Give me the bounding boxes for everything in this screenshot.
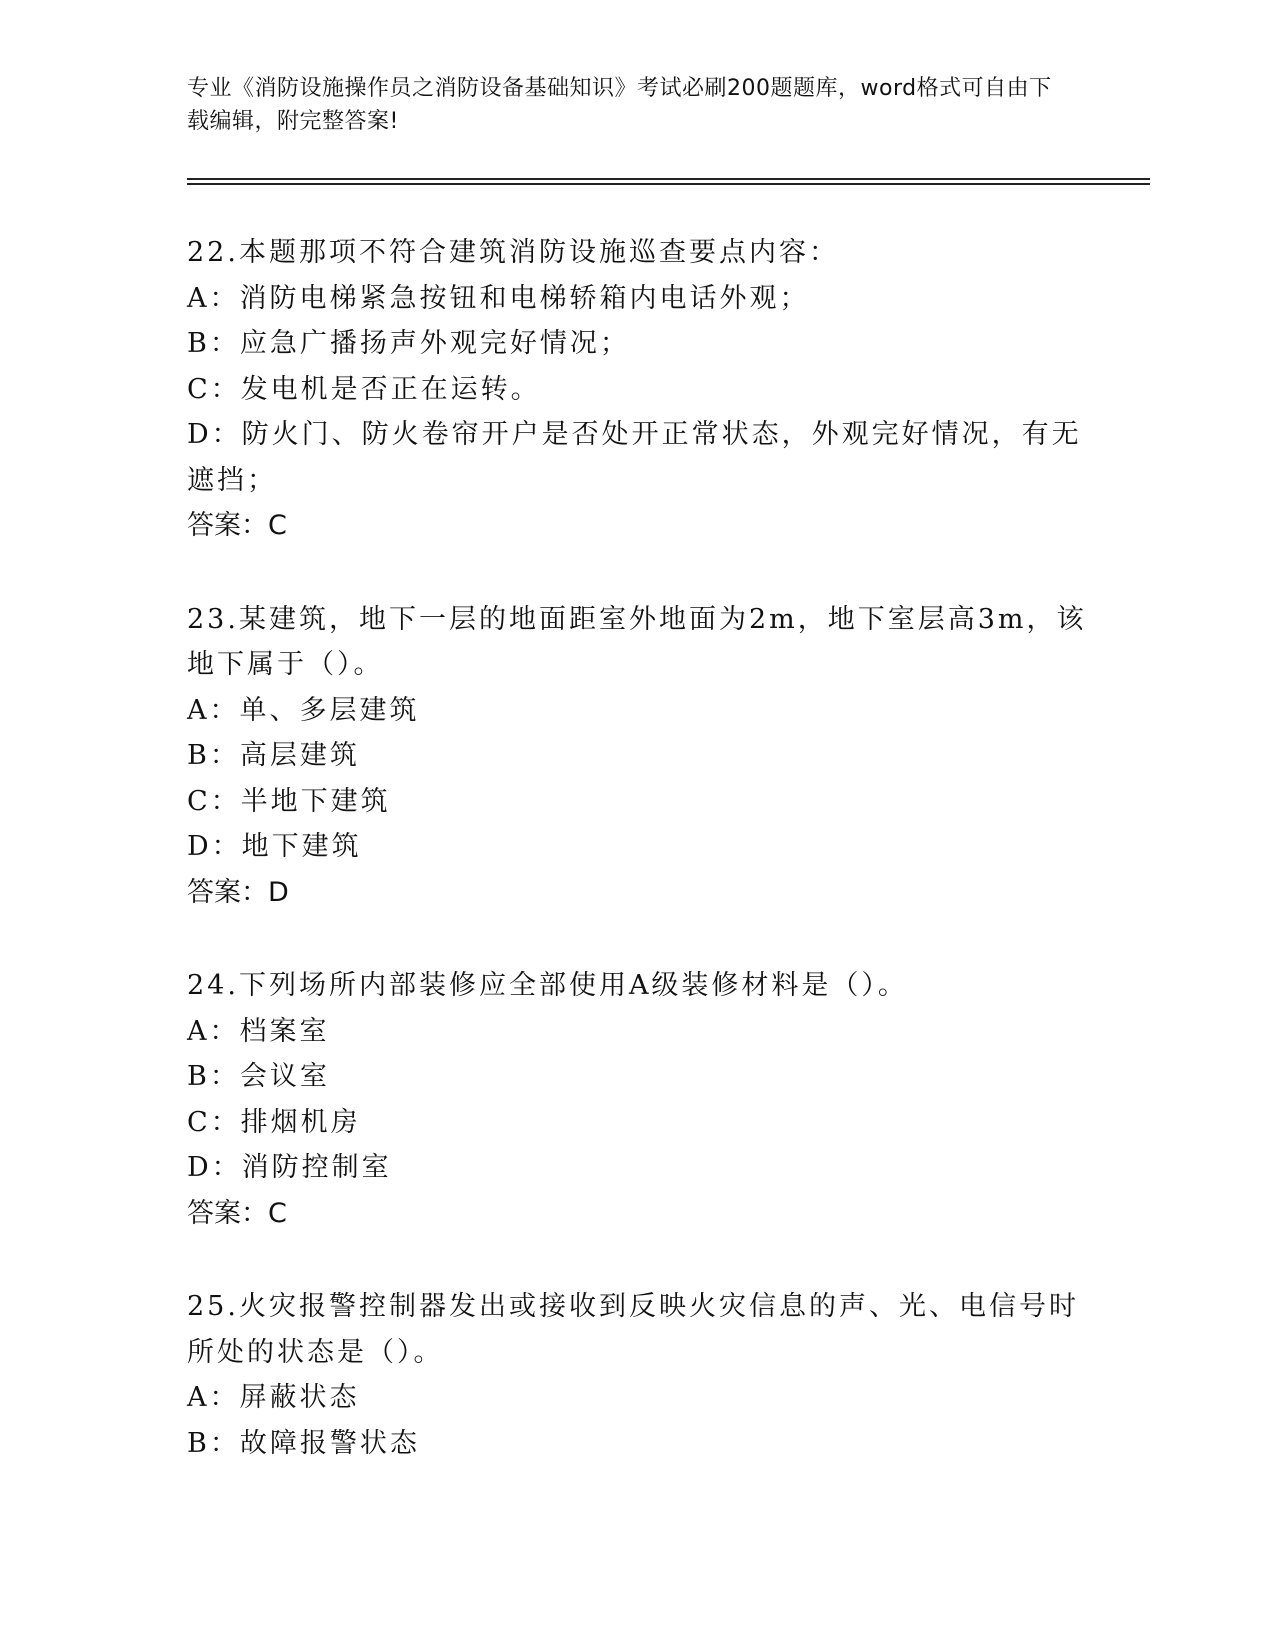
option-b: B：会议室 xyxy=(187,1061,330,1092)
question-stem: 25.火灾报警控制器发出或接收到反映火灾信息的声、光、电信号时所处的状态是（）。 xyxy=(187,1291,1079,1368)
header-divider-bottom xyxy=(187,183,1150,185)
option-a: A：屏蔽状态 xyxy=(187,1382,360,1413)
option-d: D：消防控制室 xyxy=(187,1152,392,1183)
answer-line: 答案：C xyxy=(187,510,287,541)
question-stem: 23.某建筑，地下一层的地面距室外地面为2m，地下室层高3m，该地下属于（）。 xyxy=(187,603,1087,680)
answer-line: 答案：C xyxy=(187,1197,287,1229)
option-d: D：地下建筑 xyxy=(187,831,362,862)
question-list xyxy=(187,230,1087,1514)
question-23 xyxy=(187,597,1087,916)
option-a: A：消防电梯紧急按钮和电梯轿箱内电话外观； xyxy=(187,282,810,314)
option-b: B：高层建筑 xyxy=(187,740,360,771)
question-22 xyxy=(187,230,1087,549)
question-stem: 24.下列场所内部装修应全部使用A级装修材料是（）。 xyxy=(187,970,908,1001)
option-d: D：防火门、防火卷帘开户是否处开正常状态，外观完好情况，有无遮挡； xyxy=(187,419,1082,496)
answer-line: 答案：D xyxy=(187,876,289,908)
question-24 xyxy=(187,963,1087,1236)
option-c: C：发电机是否正在运转。 xyxy=(187,373,541,405)
question-stem: 22.本题那项不符合建筑消防设施巡查要点内容： xyxy=(187,237,839,268)
option-a: A：档案室 xyxy=(187,1015,330,1047)
question-25 xyxy=(187,1284,1087,1466)
header-divider-top xyxy=(187,178,1150,180)
option-c: C：排烟机房 xyxy=(187,1106,361,1138)
option-b: B：应急广播扬声外观完好情况； xyxy=(187,328,630,359)
option-b: B：故障报警状态 xyxy=(187,1427,420,1459)
option-a: A：单、多层建筑 xyxy=(187,694,420,726)
option-c: C：半地下建筑 xyxy=(187,785,391,817)
document-header: 专业《消防设施操作员之消防设备基础知识》考试必刷200题题库，word格式可自由下载编辑，附完整答案! xyxy=(187,76,1052,134)
